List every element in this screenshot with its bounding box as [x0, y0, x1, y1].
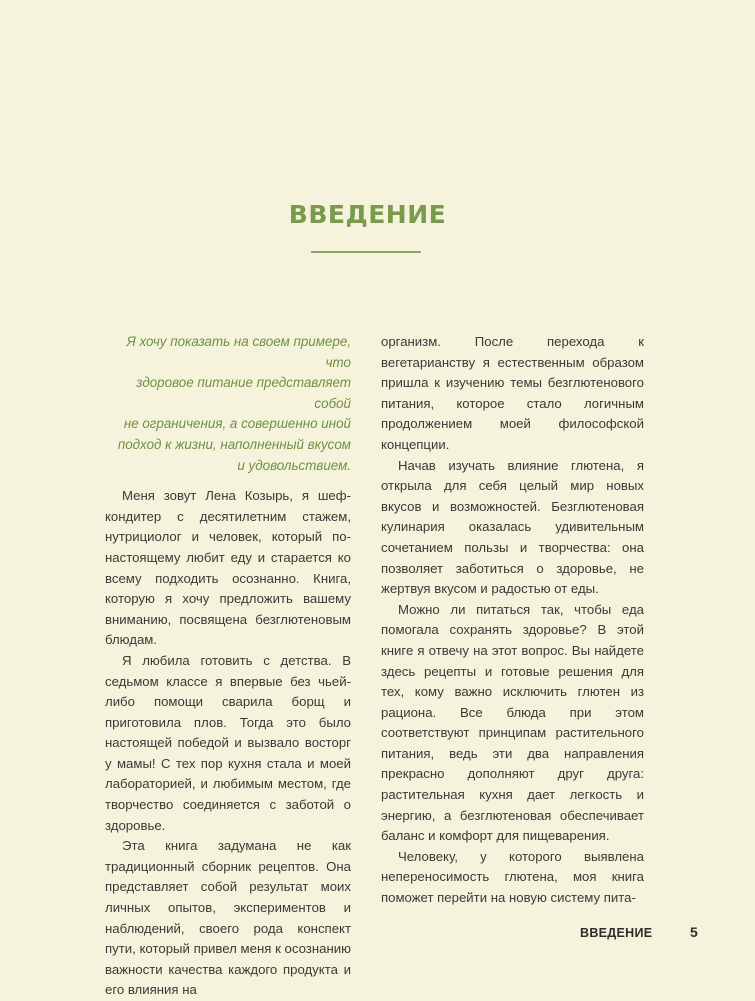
lead-quote: [105, 332, 351, 476]
page-number: 5: [690, 924, 698, 940]
body-paragraph: Меня зовут Лена Козырь, я шеф-кондитер с десятилетним стажем, нутрициолог и человек, который по-настоящему любит еду и старается ко всему подходить осознанно. Книга, которую я хочу предложить вашему вниманию, посвящена безглютеновым блюдам.: [105, 488, 351, 648]
body-paragraph: Начав изучать влияние глютена, я открыла для себя целый мир новых вкусов и возможностей. Безглютеновая кулинария оказалась удивительным сочетанием пользы и творчества: она позволяет заботиться о здоровье, не жертвуя вкусом и радостью от еды.: [381, 457, 644, 597]
body-paragraph: Я любила готовить с детства. В седьмом классе я впервые без чьей-либо помощи сварила борщ и приготовила плов. Тогда это было настоящей победой и вызвало восторг у мамы! С тех пор кухня стала и моей лабораторией, и любимым местом, где творчество соединяется с заботой о здоровье.: [105, 652, 351, 833]
lead-line: и удовольствием.: [237, 457, 351, 473]
text-column-left: [105, 332, 351, 1001]
title-underline: [311, 251, 421, 253]
body-paragraph: организм. После перехода к вегетарианству я естественным образом пришла к изучению темы безглютенового питания, которое стало логичным продолжением моей философской концепции.: [381, 334, 644, 452]
chapter-title: ВВЕДЕНИЕ: [288, 200, 447, 229]
body-paragraph: Можно ли питаться так, чтобы еда помогала сохранять здоровье? В этой книге я отвечу на этот вопрос. Вы найдете здесь рецепты и готовые решения для тех, кому важно исключить глютен из рациона. Все блюда при этом соответствуют принципам растительного питания, ведь эти два направления прекрасно дополняют друг друга: растительная кухня дает легкость и энергию, а безглютеновая обеспечивает баланс и комфорт для пищеварения.: [381, 601, 644, 844]
lead-line: Я хочу показать на своем примере, что: [126, 334, 351, 370]
lead-line: не ограничения, а совершенно иной: [123, 416, 351, 432]
lead-line: здоровое питание представляет собой: [136, 375, 351, 411]
body-paragraph: Эта книга задумана не как традиционный сборник рецептов. Она представляет собой результат моих личных опытов, экспериментов и наблюдений, своего рода конспект пути, который привел меня к осознанию важности качества каждого продукта и его влияния на: [105, 838, 351, 998]
running-footer-section: ВВЕДЕНИЕ: [580, 926, 653, 940]
text-column-right: [381, 332, 644, 909]
lead-line: подход к жизни, наполненный вкусом: [117, 436, 351, 452]
body-paragraph: Человеку, у которого выявлена непереносимость глютена, моя книга поможет перейти на новую систему пита-: [381, 848, 644, 906]
